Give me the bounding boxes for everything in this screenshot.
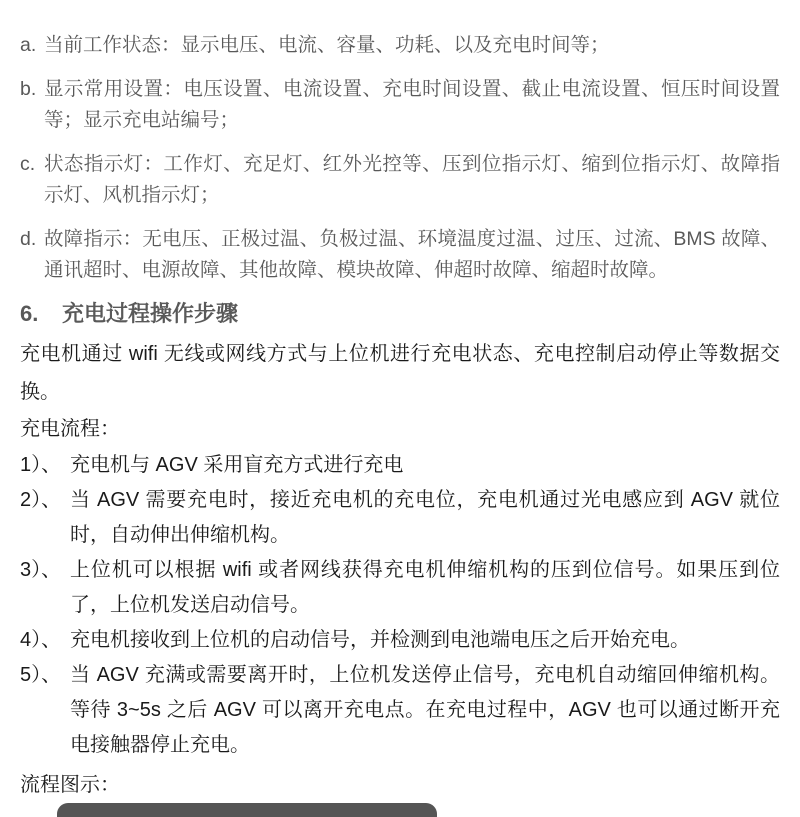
step-marker: 3）、 [20,559,62,581]
step-marker: 1）、 [20,454,62,476]
process-label: 充电流程： [20,418,120,440]
step-marker: 2）、 [20,489,62,511]
step-item [20,623,780,658]
list-marker: c. [20,153,36,175]
list-marker: b. [20,78,37,100]
list-marker: d. [20,228,37,250]
feature-list [20,30,780,286]
step-item [20,658,780,763]
list-text: 显示常用设置：电压设置、电流设置、充电时间设置、截止电流设置、恒压时间设置等；显示充电站编号； [44,78,780,131]
list-text: 故障指示：无电压、正极过温、负极过温、环境温度过温、过压、过流、BMS 故障、通讯超时、电源故障、其他故障、模块故障、伸超时故障、缩超时故障。 [44,228,780,281]
step-text: 当 AGV 充满或需要离开时，上位机发送停止信号，充电机自动缩回伸缩机构。等待 3~5s 之后 AGV 可以离开充电点。在充电过程中，AGV 也可以通过断开充电接触器停止充电。 [70,664,780,756]
step-item [20,553,780,623]
step-text: 充电机接收到上位机的启动信号，并检测到电池端电压之后开始充电。 [70,629,690,651]
step-text: 充电机与 AGV 采用盲充方式进行充电 [70,454,404,476]
section-number: 6. [20,301,39,326]
step-text: 上位机可以根据 wifi 或者网线获得充电机伸缩机构的压到位信号。如果压到位了，上位机发送启动信号。 [70,559,780,616]
step-marker: 4）、 [20,629,62,651]
list-text: 状态指示灯：工作灯、充足灯、红外光控等、压到位指示灯、缩到位指示灯、故障指示灯、风机指示灯； [44,153,780,206]
list-text: 当前工作状态：显示电压、电流、容量、功耗、以及充电时间等； [44,34,610,56]
list-item [20,224,780,286]
step-text: 当 AGV 需要充电时，接近充电机的充电位，充电机通过光电感应到 AGV 就位时，自动伸出伸缩机构。 [70,489,780,546]
step-marker: 5）、 [20,664,62,686]
list-marker: a. [20,34,37,56]
list-item [20,30,780,61]
section-title: 充电过程操作步骤 [62,301,239,326]
section-heading [20,299,780,329]
section-intro: 充电机通过 wifi 无线或网线方式与上位机进行充电状态、充电控制启动停止等数据交换。 [20,343,780,403]
step-item [20,448,780,483]
flowchart-start-node-partial [57,803,437,817]
list-item [20,149,780,211]
step-list [20,448,780,763]
step-item [20,483,780,553]
list-item [20,74,780,136]
diagram-label: 流程图示： [20,774,120,796]
